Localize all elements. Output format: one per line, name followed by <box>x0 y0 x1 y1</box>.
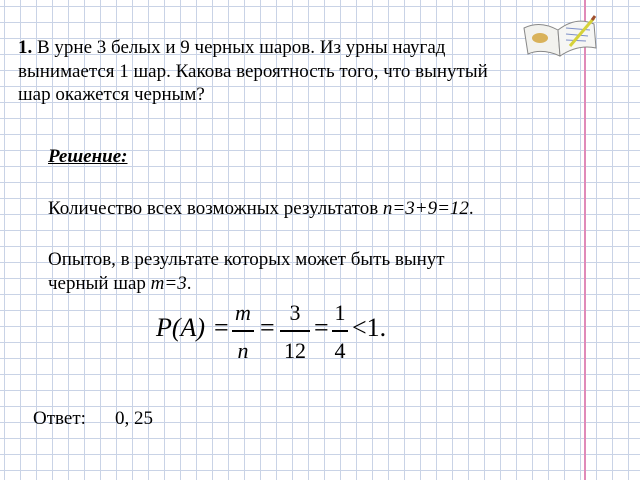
favorable-outcomes-text <box>48 248 445 295</box>
notebook-margin-line <box>584 0 586 480</box>
favorable-end: . <box>186 272 192 294</box>
frac2-numerator: 3 <box>289 300 301 325</box>
problem-statement <box>18 36 488 107</box>
total-formula: n=3+9=12 <box>382 198 469 219</box>
favorable-formula: m=3 <box>150 272 187 294</box>
frac3-bar <box>332 330 348 332</box>
answer-label: Ответ: <box>33 408 86 429</box>
answer-value: 0, 25 <box>115 408 153 429</box>
frac3-numerator: 1 <box>334 300 346 325</box>
frac2-bar <box>280 330 310 332</box>
frac1-bar <box>232 330 254 332</box>
formula-eq-3: = <box>314 313 329 342</box>
total-end: . <box>468 198 474 219</box>
total-outcomes-text <box>48 197 474 221</box>
formula-eq-1: = <box>214 313 229 342</box>
problem-line-3: шар окажется черным? <box>18 84 205 105</box>
total-text: Количество всех возможных результатов <box>48 198 383 219</box>
formula-eq-2: = <box>260 313 275 342</box>
formula-lhs: P(A) <box>156 313 206 342</box>
open-book-pencil-icon <box>520 10 600 60</box>
formula-tail: <1. <box>352 313 387 342</box>
frac1-denominator: n <box>237 338 249 363</box>
frac2-denominator: 12 <box>284 338 306 363</box>
frac3-denominator: 4 <box>334 338 346 363</box>
solution-heading: Решение: <box>48 146 128 167</box>
favorable-line-1: Опытов, в результате которых может быть вынут <box>48 249 445 270</box>
favorable-text: черный шар <box>48 272 151 294</box>
problem-line-2: вынимается 1 шар. Какова вероятность того, что вынутый <box>18 60 488 82</box>
frac1-numerator: m <box>235 300 251 325</box>
problem-line-1: В урне 3 белых и 9 черных шаров. Из урны наугад <box>32 37 446 58</box>
problem-number: 1. <box>18 37 33 58</box>
